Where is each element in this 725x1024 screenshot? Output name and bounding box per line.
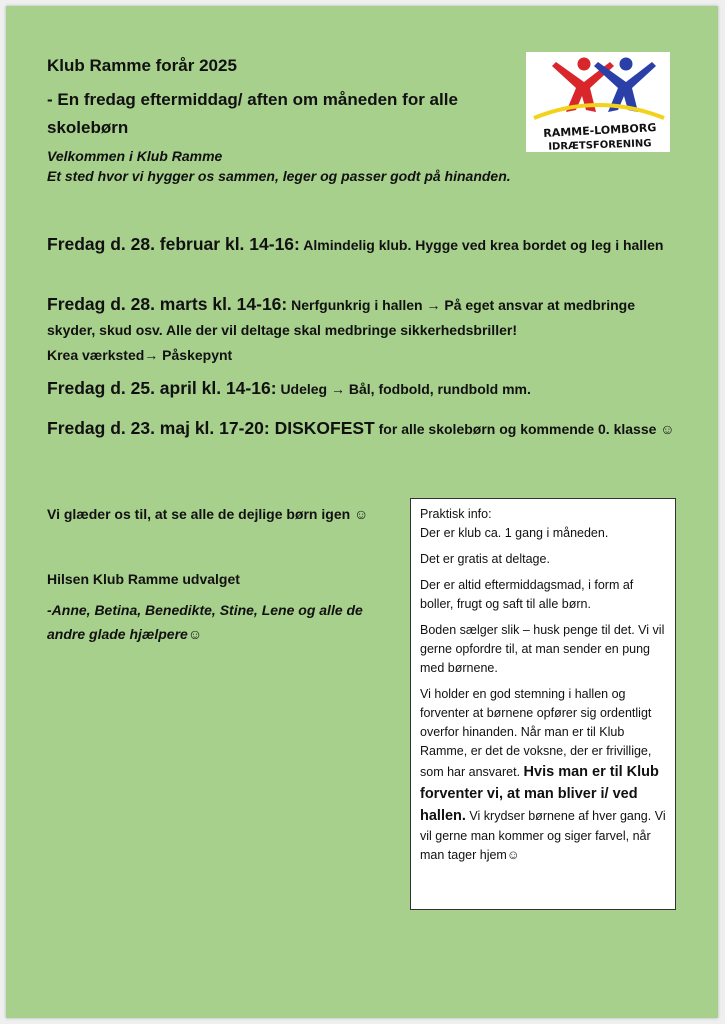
svg-text:IDRÆTSFORENING: IDRÆTSFORENING — [548, 138, 652, 152]
info-rules-text-end: Vi krydser børnene af hver gang. Vi vil gerne man kommer og siger farvel, når man tager hjem☺ — [420, 809, 666, 862]
info-heading: Praktisk info: — [420, 507, 492, 521]
info-paragraph: Der er altid eftermiddagsmad, i form af boller, frugt og saft til alle børn. — [420, 578, 634, 611]
event-march — [47, 292, 687, 368]
flyer-page — [6, 6, 718, 1018]
practical-info-box — [410, 498, 676, 910]
ramme-lomborg-logo-icon — [526, 52, 670, 152]
info-paragraph: Det er gratis at deltage. — [420, 552, 550, 566]
event-date: Fredag d. 23. maj kl. 17-20: DISKOFEST — [47, 418, 375, 438]
event-date: Fredag d. 28. marts kl. 14-16: — [47, 294, 288, 314]
event-description: Udeleg → Bål, fodbold, rundbold mm. — [280, 381, 531, 397]
event-may — [47, 416, 687, 442]
club-logo — [526, 52, 670, 152]
greeting-text: Hilsen Klub Ramme udvalget — [47, 571, 240, 587]
event-description: Almindelig klub. Hygge ved krea bordet og leg i hallen — [303, 237, 664, 253]
event-date: Fredag d. 25. april kl. 14-16: — [47, 378, 277, 398]
info-rules-emphasis: Hvis man er til Klub forventer vi, at man bliver i/ ved hallen. — [420, 764, 659, 824]
event-description: Nerfgunkrig i hallen → På eget ansvar at medbringe skyder, skud osv. Alle der vil deltage skal medbringe sikkerhedsbriller! — [47, 297, 636, 338]
welcome-text — [47, 146, 607, 186]
event-date: Fredag d. 28. februar kl. 14-16: — [47, 234, 300, 254]
page-subtitle: - En fredag eftermiddag/ aften om måneden for alle skolebørn — [47, 90, 458, 137]
event-february — [47, 232, 687, 258]
event-extra: Krea værksted→ Påskepynt — [47, 347, 233, 363]
info-paragraph: Boden sælger slik – husk penge til det. Vi vil gerne opfordre til, at man sender en pung med børnene. — [420, 623, 665, 675]
event-april — [47, 376, 687, 402]
look-forward-text: Vi glæder os til, at se alle de dejlige børn igen ☺ — [47, 506, 369, 522]
info-rules-text: Vi holder en god stemning i hallen og forventer at børnene opfører sig ordentligt overfor hinanden. Når man er til Klub Ramme, er det de voksne, der er frivillige, som har ansvaret. — [420, 687, 652, 779]
svg-text:RAMME-LOMBORG: RAMME-LOMBORG — [542, 121, 657, 140]
welcome-line-1: Velkommen i Klub Ramme — [47, 148, 223, 164]
event-description: for alle skolebørn og kommende 0. klasse ☺ — [378, 421, 675, 437]
page-title: Klub Ramme forår 2025 — [47, 56, 237, 75]
info-paragraph: Der er klub ca. 1 gang i måneden. — [420, 526, 609, 540]
info-paragraph — [420, 685, 666, 865]
welcome-line-2: Et sted hvor vi hygger os sammen, leger og passer godt på hinanden. — [47, 168, 511, 184]
signature-names: -Anne, Betina, Benedikte, Stine, Lene og alle de andre glade hjælpere☺ — [47, 602, 363, 642]
